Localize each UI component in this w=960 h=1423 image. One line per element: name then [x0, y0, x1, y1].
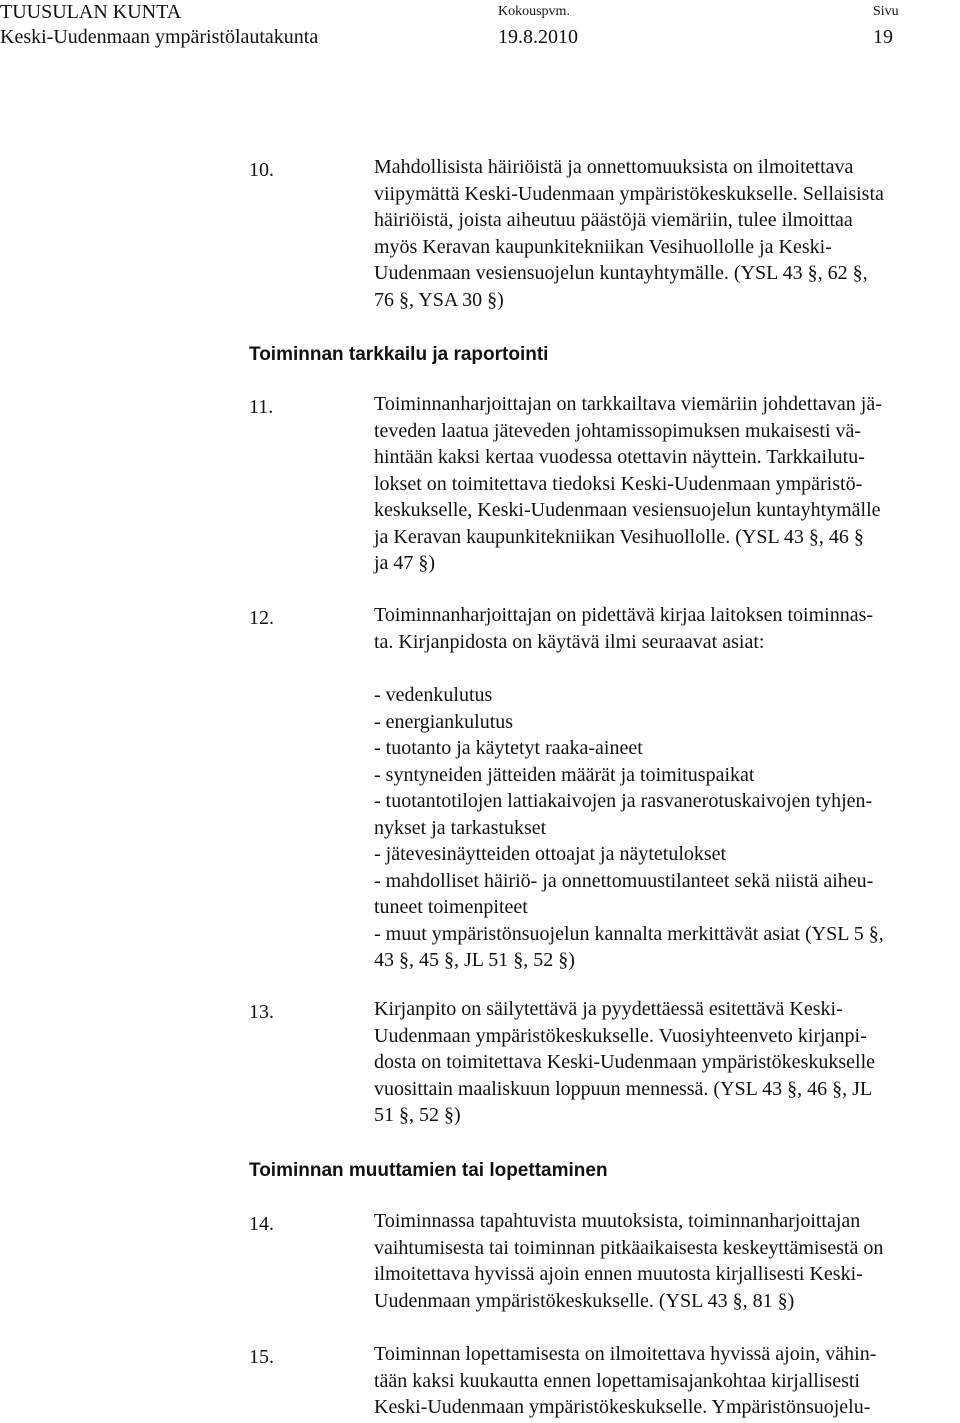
item-12-text: [374, 602, 960, 655]
list-item: - vedenkulutus: [374, 684, 493, 706]
text-line: keskukselle, Keski-Uudenmaan vesiensuojelun kuntayhtymälle: [374, 499, 881, 521]
text-line: Kirjanpito on säilytettävä ja pyydettäessä esitettävä Keski-: [374, 998, 843, 1020]
item-number: 11.: [249, 396, 274, 418]
item-number: 15.: [249, 1346, 274, 1368]
text-line: 76 §, YSA 30 §): [374, 288, 504, 311]
item-11-text: [374, 391, 960, 577]
text-line: lokset on toimitettava tiedoksi Keski-Uudenmaan ympäristö-: [374, 472, 863, 495]
text-line: vaihtumisesta tai toiminnan pitkäaikaisesta keskeyttämisestä on: [374, 1236, 884, 1259]
item-15-text: [374, 1341, 960, 1421]
text-line: ta. Kirjanpidosta on käytävä ilmi seuraavat asiat:: [374, 630, 765, 653]
item-number: 13.: [249, 1001, 274, 1023]
list-item: - syntyneiden jätteiden määrät ja toimituspaikat: [374, 763, 755, 786]
text-line: Toiminnanharjoittajan on tarkkailtava viemäriin johdettavan jä-: [374, 393, 882, 415]
text-line: Toiminnassa tapahtuvista muutoksista, toiminnanharjoittajan: [374, 1210, 861, 1232]
list-item: 43 §, 45 §, JL 51 §, 52 §): [374, 949, 575, 971]
text-line: teveden laatua jäteveden johtamissopimuksen mukaisesti vä-: [374, 419, 862, 442]
text-line: viipymättä Keski-Uudenmaan ympäristökeskukselle. Sellaisista: [374, 182, 884, 205]
meeting-date-label: Kokouspvm.: [498, 4, 570, 19]
text-line: myös Keravan kaupunkitekniikan Vesihuollolle ja Keski-: [374, 235, 832, 258]
meeting-date: 19.8.2010: [498, 26, 578, 48]
list-item: tuneet toimenpiteet: [374, 896, 528, 918]
item-10-text: [374, 154, 960, 313]
item-number: 12.: [249, 607, 274, 629]
section-heading-changes: Toiminnan muuttamien tai lopettaminen: [249, 1160, 608, 1181]
text-line: Keski-Uudenmaan ympäristökeskukselle. Ympäristönsuojelu-: [374, 1396, 871, 1418]
board-name: Keski-Uudenmaan ympäristölautakunta: [0, 26, 319, 48]
item-13-text: [374, 996, 960, 1129]
text-line: ja Keravan kaupunkitekniikan Vesihuollolle. (YSL 43 §, 46 §: [374, 525, 864, 548]
item-number: 14.: [249, 1213, 274, 1235]
list-item: - muut ympäristönsuojelun kannalta merkittävät asiat (YSL 5 §,: [374, 922, 884, 945]
text-line: Mahdollisista häiriöistä ja onnettomuuksista on ilmoitettava: [374, 156, 854, 178]
list-item: - mahdolliset häiriö- ja onnettomuustilanteet sekä niistä aiheu-: [374, 869, 874, 892]
list-item: - jätevesinäytteiden ottoajat ja näytetulokset: [374, 843, 727, 865]
list-item: - tuotanto ja käytetyt raaka-aineet: [374, 737, 643, 759]
text-line: 51 §, 52 §): [374, 1104, 461, 1126]
list-item: - energiankulutus: [374, 710, 514, 733]
organization-name: TUUSULAN KUNTA: [0, 1, 182, 23]
bookkeeping-list: [374, 682, 960, 974]
text-line: Uudenmaan ympäristökeskukselle. Vuosiyhteenveto kirjanpi-: [374, 1024, 867, 1047]
text-line: ja 47 §): [374, 552, 436, 574]
text-line: häiriöistä, joista aiheutuu päästöjä viemäriin, tulee ilmoittaa: [374, 209, 853, 231]
section-heading-monitoring: Toiminnan tarkkailu ja raportointi: [249, 344, 549, 365]
text-line: Uudenmaan ympäristökeskukselle. (YSL 43 §, 81 §): [374, 1289, 795, 1312]
text-line: dosta on toimitettava Keski-Uudenmaan ympäristökeskukselle: [374, 1051, 875, 1073]
text-line: Uudenmaan vesiensuojelun kuntayhtymälle. (YSL 43 §, 62 §,: [374, 262, 868, 284]
text-line: tään kaksi kuukautta ennen lopettamisajankohtaa kirjallisesti: [374, 1369, 860, 1392]
page-number: 19: [873, 26, 893, 48]
text-line: ilmoitettava hyvissä ajoin ennen muutosta kirjallisesti Keski-: [374, 1263, 863, 1285]
text-line: Toiminnanharjoittajan on pidettävä kirjaa laitoksen toiminnas-: [374, 604, 874, 626]
text-line: vuosittain maaliskuun loppuun mennessä. (YSL 43 §, 46 §, JL: [374, 1077, 873, 1100]
item-number: 10.: [249, 159, 274, 181]
item-14-text: [374, 1208, 960, 1314]
list-item: - tuotantotilojen lattiakaivojen ja rasvanerotuskaivojen tyhjen-: [374, 790, 873, 812]
text-line: Toiminnan lopettamisesta on ilmoitettava hyvissä ajoin, vähin-: [374, 1343, 877, 1365]
page-label: Sivu: [873, 4, 899, 19]
list-item: nykset ja tarkastukset: [374, 816, 547, 839]
text-line: hintään kaksi kertaa vuodessa otettavin näyttein. Tarkkailutu-: [374, 446, 865, 468]
